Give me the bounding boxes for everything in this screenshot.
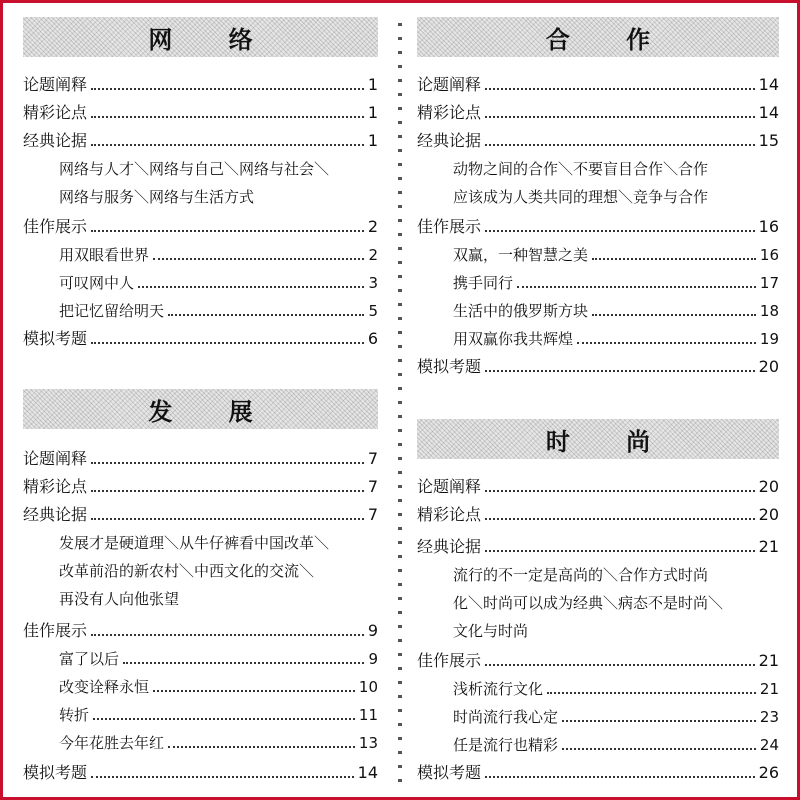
page-number: 2: [368, 246, 378, 264]
entry-label: 精彩论点: [417, 103, 482, 122]
column-divider: [398, 23, 402, 783]
section-title: 时 尚: [545, 427, 675, 456]
entry-label: 携手同行: [453, 274, 514, 292]
page-number: 24: [759, 736, 779, 754]
leader-dots: [592, 314, 756, 316]
page-number: 23: [759, 708, 779, 726]
leader-dots: [485, 88, 755, 90]
leader-dots: [153, 690, 355, 692]
page-number: 14: [357, 763, 378, 782]
page-number: 9: [368, 650, 378, 668]
entry-label: 时尚流行我心定: [453, 708, 559, 726]
toc-subentry[interactable]: [417, 731, 779, 759]
page-number: 1: [367, 131, 378, 150]
toc-subentry[interactable]: [417, 297, 779, 325]
entry-label: 精彩论点: [23, 477, 88, 496]
leader-dots: [485, 518, 755, 520]
leader-dots: [91, 230, 364, 232]
section-header-development: [23, 389, 378, 429]
entry-label: 经典论据: [417, 537, 482, 556]
toc-subentry[interactable]: [23, 729, 378, 757]
page-number: 16: [758, 217, 779, 236]
toc-subentry[interactable]: [23, 269, 378, 297]
toc-entry-viewpoints[interactable]: [23, 99, 378, 127]
section-header-fashion: [417, 419, 779, 459]
entry-label: 生活中的俄罗斯方块: [453, 302, 589, 320]
page-number: 20: [758, 505, 779, 524]
page-number: 14: [758, 103, 779, 122]
evidence-description: 再没有人向他张望: [59, 590, 180, 608]
leader-dots: [592, 258, 756, 260]
leader-dots: [485, 776, 755, 778]
entry-label: 用双眼看世界: [59, 246, 150, 264]
page-number: 21: [758, 651, 779, 670]
page-number: 1: [367, 103, 378, 122]
toc-entry-evidence[interactable]: [23, 127, 378, 155]
page-number: 26: [758, 763, 779, 782]
toc-entry-topic[interactable]: [23, 445, 378, 473]
page-number: 9: [367, 621, 378, 640]
page-number: 21: [758, 537, 779, 556]
evidence-description: 化＼时尚可以成为经典＼病态不是时尚＼: [453, 594, 724, 612]
entry-label: 改变诠释永恒: [59, 678, 150, 696]
leader-dots: [91, 776, 354, 778]
entry-label: 精彩论点: [417, 505, 482, 524]
leader-dots: [91, 116, 364, 118]
toc-entry-mock-exam[interactable]: [417, 759, 779, 787]
page-number: 20: [758, 357, 779, 376]
entry-label: 今年花胜去年红: [59, 734, 165, 752]
entry-label: 模拟考题: [417, 763, 482, 782]
leader-dots: [153, 258, 364, 260]
page-number: 5: [368, 302, 378, 320]
toc-entry-evidence[interactable]: [417, 533, 779, 561]
toc-entry-mock-exam[interactable]: [23, 759, 378, 787]
leader-dots: [485, 116, 755, 118]
page-number: 15: [758, 131, 779, 150]
evidence-description: 网络与人才＼网络与自己＼网络与社会＼: [59, 160, 330, 178]
toc-subentry[interactable]: [417, 703, 779, 731]
toc-entry-viewpoints[interactable]: [23, 473, 378, 501]
leader-dots: [485, 370, 755, 372]
toc-subentry[interactable]: [417, 675, 779, 703]
entry-label: 可叹网中人: [59, 274, 135, 292]
leader-dots: [485, 230, 755, 232]
evidence-description: 应该成为人类共同的理想＼竞争与合作: [453, 188, 709, 206]
section-title: 合 作: [545, 25, 675, 54]
evidence-description: 网络与服务＼网络与生活方式: [59, 188, 255, 206]
leader-dots: [485, 550, 755, 552]
page-number: 18: [759, 302, 779, 320]
toc-subentry[interactable]: [23, 241, 378, 269]
leader-dots: [91, 462, 364, 464]
entry-label: 模拟考题: [23, 763, 88, 782]
toc-entry-viewpoints[interactable]: [417, 99, 779, 127]
section-title: 网 络: [148, 25, 277, 54]
entry-label: 佳作展示: [417, 217, 482, 236]
evidence-description: 改革前沿的新农村＼中西文化的交流＼: [59, 562, 315, 580]
toc-subentry[interactable]: [23, 673, 378, 701]
page-number: 7: [367, 449, 378, 468]
page-number: 11: [358, 706, 378, 724]
entry-label: 佳作展示: [23, 217, 88, 236]
leader-dots: [168, 314, 364, 316]
page-number: 13: [358, 734, 378, 752]
page-number: 7: [367, 505, 378, 524]
entry-label: 任是流行也精彩: [453, 736, 559, 754]
leader-dots: [91, 342, 364, 344]
entry-label: 双赢，一种智慧之美: [453, 246, 589, 264]
leader-dots: [547, 692, 756, 694]
leader-dots: [91, 634, 364, 636]
page-number: 19: [759, 330, 779, 348]
toc-entry-topic[interactable]: [417, 473, 779, 501]
contents-page: [3, 3, 797, 797]
toc-entry-topic[interactable]: [23, 71, 378, 99]
entry-label: 转折: [59, 706, 90, 724]
toc-entry-evidence[interactable]: [417, 127, 779, 155]
section-header-cooperation: [417, 17, 779, 57]
entry-label: 用双赢你我共辉煌: [453, 330, 574, 348]
page-number: 14: [758, 75, 779, 94]
page-number: 2: [367, 217, 378, 236]
leader-dots: [485, 664, 755, 666]
page-number: 21: [759, 680, 779, 698]
leader-dots: [485, 144, 755, 146]
evidence-description: 文化与时尚: [453, 622, 529, 640]
page-number: 10: [358, 678, 378, 696]
entry-label: 模拟考题: [23, 329, 88, 348]
entry-label: 浅析流行文化: [453, 680, 544, 698]
entry-label: 经典论据: [23, 131, 88, 150]
section-title: 发 展: [148, 397, 277, 426]
entry-label: 佳作展示: [417, 651, 482, 670]
toc-entry-viewpoints[interactable]: [417, 501, 779, 529]
toc-subentry[interactable]: [23, 297, 378, 325]
toc-entry-showcase[interactable]: [23, 617, 378, 645]
page-number: 1: [367, 75, 378, 94]
toc-entry-showcase[interactable]: [417, 647, 779, 675]
entry-label: 论题阐释: [23, 449, 88, 468]
entry-label: 精彩论点: [23, 103, 88, 122]
page-number: 3: [368, 274, 378, 292]
toc-entry-mock-exam[interactable]: [417, 353, 779, 381]
leader-dots: [562, 748, 756, 750]
toc-subentry[interactable]: [23, 645, 378, 673]
entry-label: 经典论据: [417, 131, 482, 150]
entry-label: 经典论据: [23, 505, 88, 524]
toc-entry-showcase[interactable]: [23, 213, 378, 241]
leader-dots: [168, 746, 355, 748]
leader-dots: [562, 720, 756, 722]
evidence-description: 流行的不一定是高尚的＼合作方式时尚: [453, 566, 709, 584]
toc-entry-showcase[interactable]: [417, 213, 779, 241]
toc-subentry[interactable]: [417, 241, 779, 269]
leader-dots: [91, 518, 364, 520]
toc-entry-topic[interactable]: [417, 71, 779, 99]
leader-dots: [485, 490, 755, 492]
toc-subentry[interactable]: [23, 701, 378, 729]
toc-subentry[interactable]: [417, 325, 779, 353]
entry-label: 富了以后: [59, 650, 120, 668]
leader-dots: [91, 490, 364, 492]
entry-label: 模拟考题: [417, 357, 482, 376]
page-number: 20: [758, 477, 779, 496]
leader-dots: [123, 662, 364, 664]
leader-dots: [91, 144, 364, 146]
leader-dots: [91, 88, 364, 90]
entry-label: 论题阐释: [23, 75, 88, 94]
page-number: 16: [759, 246, 779, 264]
page-number: 17: [759, 274, 779, 292]
page-number: 7: [367, 477, 378, 496]
entry-label: 论题阐释: [417, 75, 482, 94]
leader-dots: [93, 718, 355, 720]
toc-subentry[interactable]: [417, 269, 779, 297]
entry-label: 佳作展示: [23, 621, 88, 640]
entry-label: 论题阐释: [417, 477, 482, 496]
leader-dots: [517, 286, 756, 288]
evidence-description: 发展才是硬道理＼从牛仔裤看中国改革＼: [59, 534, 330, 552]
toc-entry-mock-exam[interactable]: [23, 325, 378, 353]
evidence-description: 动物之间的合作＼不要盲目合作＼合作: [453, 160, 709, 178]
leader-dots: [138, 286, 364, 288]
leader-dots: [577, 342, 756, 344]
section-header-network: [23, 17, 378, 57]
page-number: 6: [367, 329, 378, 348]
toc-entry-evidence[interactable]: [23, 501, 378, 529]
entry-label: 把记忆留给明天: [59, 302, 165, 320]
